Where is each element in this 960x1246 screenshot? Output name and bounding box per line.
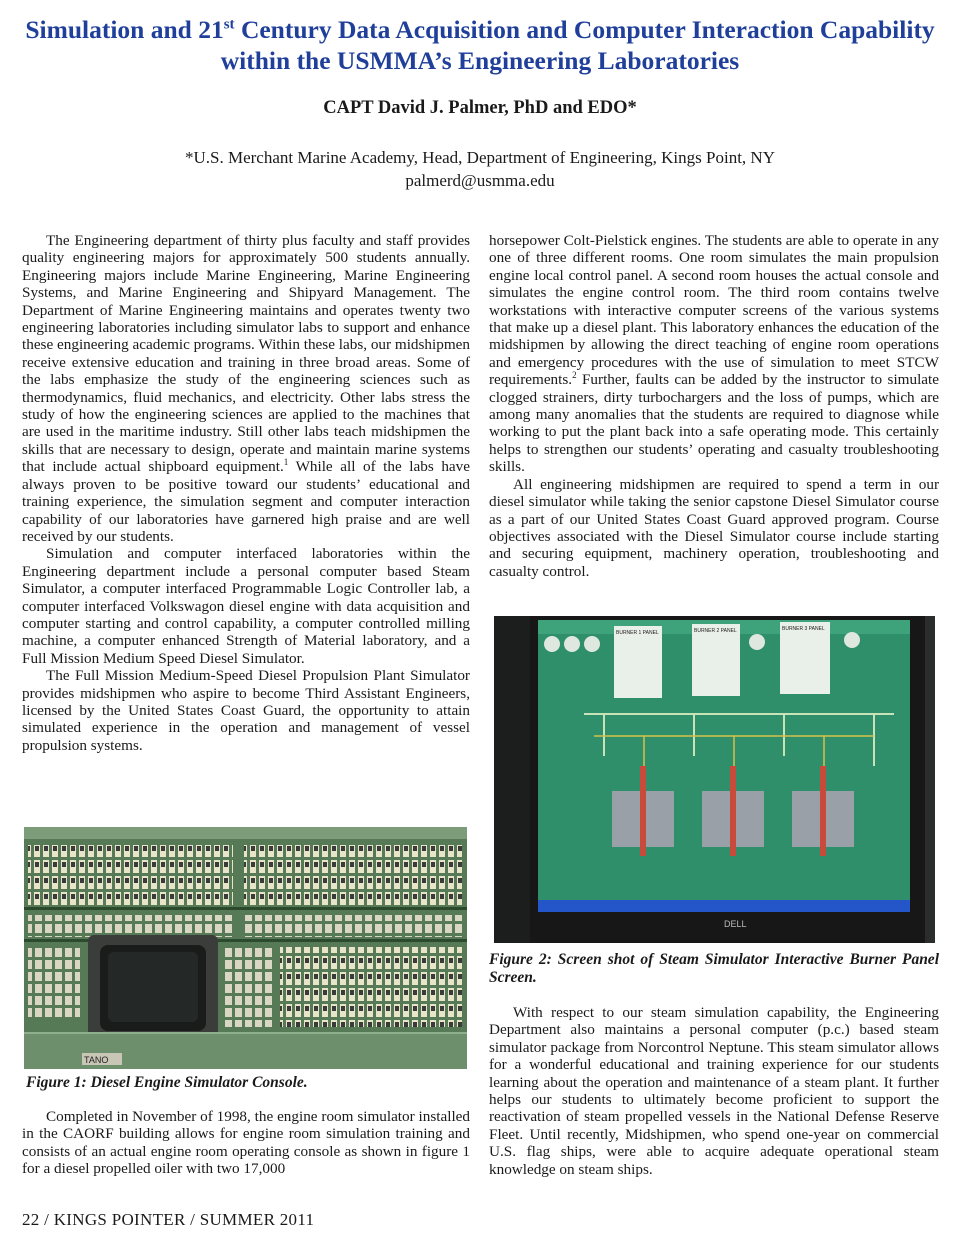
console-illustration	[24, 827, 467, 1069]
author-line: CAPT David J. Palmer, PhD and EDO*	[323, 98, 637, 118]
burner-panel-3	[780, 622, 830, 694]
console-brand-label: TANO	[84, 1055, 109, 1065]
left-column-bottom-text	[22, 1108, 470, 1178]
right-column-bottom-text	[489, 1004, 939, 1178]
burner-panel-1-label: BURNER 1 PANEL	[616, 630, 659, 636]
affiliation: *U.S. Merchant Marine Academy, Head, Department of Engineering, Kings Point, NY	[185, 148, 775, 167]
burner-panel-2-label: BURNER 2 PANEL	[694, 628, 737, 634]
burner-panel-1	[614, 626, 662, 698]
left-column-text	[22, 232, 470, 754]
paragraph: Completed in November of 1998, the engine room simulator installed in the CAORF building allows for engine room simulation training and consists of an actual engine room operating console as shown in figure 1 for a diesel propelled oiler with two 17,000	[22, 1108, 470, 1178]
figure-1-console-photo	[24, 827, 467, 1069]
monitor-illustration	[494, 616, 935, 943]
paragraph: The Full Mission Medium-Speed Diesel Propulsion Plant Simulator provides midshipmen who aspire to become Third Assistant Engineers, licensed by the United States Coast Guard, the opportunity to attain simulated experience in the operation and management of vessel propulsion systems.	[22, 667, 470, 754]
footnote-ref: 1	[283, 457, 289, 468]
paragraph: The Engineering department of thirty plus faculty and staff provides quality engineering majors for approximately 500 students annually. Engineering majors include Marine Engineering, Marine Engineering Systems, and Marine Engineering and Shipyard Management. The Department of Marine Engineering maintains and operates twenty two engineering laboratories including simulator labs to support and enhance these engineering academic programs. Within these labs, our midshipmen receive extensive education and training in three broad areas. Some of the labs emphasize the study of the engineering sciences such as thermodynamics, fluid mechanics, and electricity. Other labs stress the study of how the engineering sciences are applied to the machines that are used in the maritime industry. Still other labs teach midshipmen the skills that are necessary to design, operate and maintain marine systems that include actual shipboard equipment.$^1$ While all of the labs have always proven to be positive toward our students’ educational and training experience, the simulation segment and computer interaction capability of our laboratories have garnered high praise and are well received by our students.	[22, 232, 470, 545]
footnote-ref: 2	[572, 370, 577, 381]
burner-panel-2	[692, 624, 740, 696]
paragraph: horsepower Colt-Pielstick engines. The students are able to operate in any one of three different rooms. One room simulates the main propulsion engine local control panel. A second room houses the actual console and simulates the engine control room. The third room contains twelve workstations with interactive computer screens of the various systems that make up a diesel plant. This laboratory enhances the education of the midshipmen by allowing the direct teaching of engine room operations and emergency procedures with the use of simulation to meet STCW requirements.$^2$ Further, faults can be added by the instructor to simulate clogged strainers, dirty turbochargers and the loss of pumps, which are among many anomalies that the students are required to diagnose while working to put the plant back into a safe operating mode. This certainly helps to strengthen our students’ operating and casualty troubleshooting skills.	[489, 232, 939, 476]
page-footer: 22 / KINGS POINTER / SUMMER 2011	[22, 1210, 315, 1229]
figure-1-caption: Figure 1: Diesel Engine Simulator Console.	[26, 1074, 308, 1091]
burner-panel-3-label: BURNER 3 PANEL	[782, 626, 825, 632]
author-email: palmerd@usmma.edu	[405, 171, 555, 190]
figure-2-caption: Figure 2: Screen shot of Steam Simulator Interactive Burner Panel Screen.	[489, 951, 939, 986]
paragraph: Simulation and computer interfaced laboratories within the Engineering department include a personal computer based Steam Simulator, a computer interfaced Programmable Logic Controller lab, a computer interfaced Volkswagon diesel engine with data acquisition and computer starting and control capability, a computer controlled milling machine, a computer enhanced Strength of Material laboratory, and a Full Mission Medium Speed Diesel Simulator.	[22, 545, 470, 667]
figure-2-simulator-screen-photo	[494, 616, 935, 943]
monitor-brand-label: DELL	[724, 919, 747, 929]
right-column-text	[489, 232, 939, 580]
paragraph: All engineering midshipmen are required to spend a term in our diesel simulator while taking the senior capstone Diesel Simulator course as a part of our United States Coast Guard approved program. Course objectives associated with the Diesel Simulator course include starting and securing equipment, machinery operation, troubleshooting and casualty control.	[489, 475, 939, 580]
affiliation-block	[0, 146, 960, 192]
paragraph: With respect to our steam simulation capability, the Engineering Department also maintains a personal computer (p.c.) based steam simulator package from Norcontrol Neptune. This steam simulator allows for a wonderful educational and training experience for our students learning about the operation and maintenance of a steam plant. It further helps our students to ultimately become proficient to support the reactivation of steam propelled vessels in the National Defense Reserve Fleet. Until recently, Midshipmen, who spend one-year on commercial U.S. flag ships, were able to acquire adequate operational steam knowledge on steam ships.	[489, 1004, 939, 1178]
article-title: Simulation and 21st Century Data Acquisition and Computer Interaction Capability within the USMMA’s Engineering Laboratories	[25, 15, 935, 75]
